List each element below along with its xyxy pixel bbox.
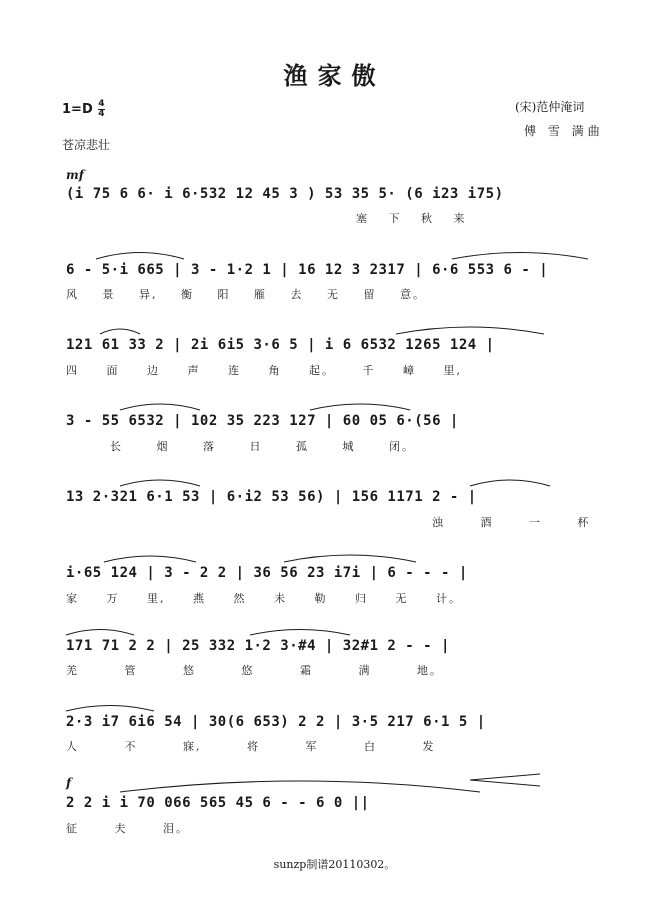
song-title: 渔家傲 bbox=[283, 61, 386, 90]
slur bbox=[100, 329, 140, 334]
lyrics-line-2: 风 景 异, 衡 阳 雁 去 无 留 意。 bbox=[66, 288, 426, 301]
dynamic-mark-mf: mf bbox=[66, 168, 84, 182]
slur bbox=[250, 630, 350, 636]
notation-line-8: 2·3 i7 6i6 54 | 30(6 653) 2 2 | 3·5 217 6·1 5 | bbox=[66, 714, 486, 730]
lyrics-line-6: 家 万 里, 燕 然 未 勒 归 无 计。 bbox=[66, 592, 462, 605]
lyrics-line-8: 人 不 寐, 将 军 白 发 bbox=[66, 740, 436, 753]
slur bbox=[66, 706, 154, 712]
crescendo-mark bbox=[470, 774, 540, 786]
slur bbox=[120, 781, 480, 792]
notation-line-7: 171 71 2 2 | 25 332 1·2 3·#4 | 32#1 2 - - | bbox=[66, 638, 450, 654]
footer-credit: sunzp制谱20110302。 bbox=[273, 858, 396, 871]
slur bbox=[470, 480, 550, 486]
slur bbox=[96, 253, 184, 260]
dynamic-mark-f: f bbox=[66, 776, 72, 790]
notation-line-5: 13 2·321 6·1 53 | 6·i2 53 56) | 156 1171 2 - | bbox=[66, 489, 477, 505]
notation-line-2: 6 - 5·i 665 | 3 - 1·2 1 | 16 12 3 2317 | 6·6 553 6 - | bbox=[66, 262, 549, 278]
lyrics-line-9: 征 夫 泪。 bbox=[66, 822, 189, 835]
notation-line-3: 121 61 33 2 | 2i 6i5 3·6 5 | i 6 6532 1265 124 | bbox=[66, 337, 495, 353]
notation-line-1: (i 75 6 6· i 6·532 12 45 3 ) 53 35 5· (6 i23 i75) bbox=[66, 186, 504, 202]
slur bbox=[120, 404, 200, 410]
slur bbox=[310, 404, 410, 410]
slur bbox=[284, 555, 416, 562]
notation-line-9: 2 2 i i 70 066 565 45 6 - - 6 0 || bbox=[66, 795, 370, 811]
lyrics-line-3: 四 面 边 声 连 角 起。 千 嶂 里, bbox=[66, 364, 462, 377]
lyrics-line-1: 塞 下 秋 来 bbox=[356, 212, 467, 225]
expression-marking: 苍凉悲壮 bbox=[62, 138, 111, 152]
slur bbox=[120, 480, 200, 486]
time-signature-top: 4 bbox=[98, 99, 105, 109]
composer-credit: 傅 雪 满曲 bbox=[524, 124, 604, 138]
lyrics-line-5: 浊 酒 一 杯 bbox=[432, 516, 591, 529]
slur bbox=[104, 556, 196, 562]
notation-line-6: i·65 124 | 3 - 2 2 | 36 56 23 i7i | 6 - - - | bbox=[66, 565, 468, 581]
notation-line-4: 3 - 55 6532 | 102 35 223 127 | 60 05 6·(56 | bbox=[66, 413, 459, 429]
time-signature-bottom: 4 bbox=[98, 109, 105, 119]
slur bbox=[396, 327, 544, 334]
lyricist-credit: (宋)范仲淹词 bbox=[515, 100, 585, 114]
lyrics-line-7: 羌 管 悠 悠 霜 满 地。 bbox=[66, 664, 443, 677]
slur bbox=[66, 630, 134, 636]
slur bbox=[452, 253, 588, 260]
lyrics-line-4: 长 烟 落 日 孤 城 闭。 bbox=[110, 440, 415, 453]
key-label: 1=D bbox=[62, 102, 93, 117]
